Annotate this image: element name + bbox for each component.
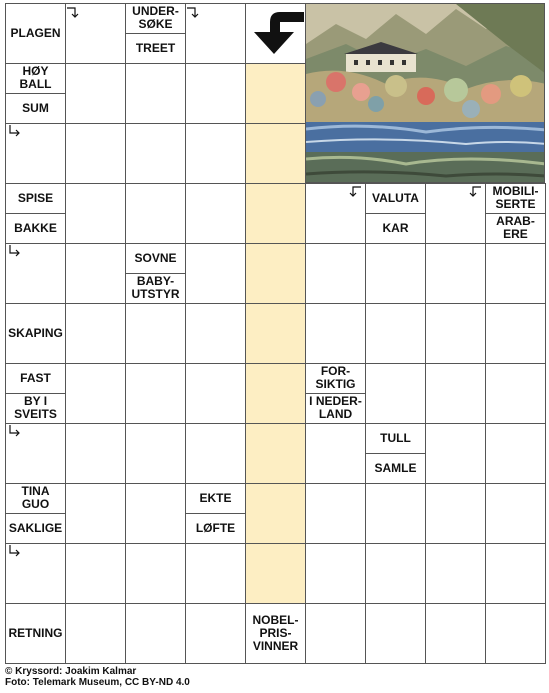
answer-cell[interactable]: [485, 603, 546, 664]
answer-cell[interactable]: [245, 243, 306, 304]
answer-cell[interactable]: [425, 363, 486, 424]
bent-arrow-icon: [8, 244, 22, 258]
clue-plagen: PLAGEN: [10, 26, 61, 40]
answer-cell[interactable]: [185, 303, 246, 364]
answer-cell[interactable]: [425, 423, 486, 484]
answer-cell[interactable]: [125, 423, 186, 484]
clue-fast: FAST: [20, 370, 51, 385]
answer-cell[interactable]: [245, 543, 306, 604]
bent-arrow-icon: [66, 6, 80, 20]
down-arrow-icon: [250, 8, 306, 58]
answer-cell[interactable]: [125, 303, 186, 364]
answer-cell[interactable]: [125, 123, 186, 184]
bent-arrow-icon: [348, 185, 362, 199]
answer-cell[interactable]: [365, 243, 426, 304]
answer-cell[interactable]: [245, 63, 306, 124]
clue-divider: [365, 453, 425, 454]
answer-cell[interactable]: [125, 543, 186, 604]
clue-nobelprisvinner: NOBEL- PRIS- VINNER: [252, 613, 299, 653]
crossword-photo: [305, 3, 545, 183]
clue-skaping: SKAPING: [8, 326, 63, 340]
answer-cell[interactable]: [245, 303, 306, 364]
bent-arrow-icon: [8, 124, 22, 138]
clue-kar: KAR: [382, 220, 409, 235]
bent-arrow-icon: [468, 185, 482, 199]
bent-arrow-icon: [186, 6, 200, 20]
answer-cell[interactable]: [485, 243, 546, 304]
clue-arabere: ARAB- ERE: [496, 214, 535, 241]
clue-sovne: SOVNE: [134, 250, 177, 265]
clue-forsiktig: FOR- SIKTIG: [315, 364, 356, 391]
answer-cell[interactable]: [305, 543, 366, 604]
answer-cell[interactable]: [65, 303, 126, 364]
answer-cell[interactable]: [65, 483, 126, 544]
clue-retning: RETNING: [8, 626, 63, 640]
credit-photo: Foto: Telemark Museum, CC BY-ND 4.0: [5, 677, 190, 688]
answer-cell[interactable]: [485, 363, 546, 424]
clue-divider: [305, 393, 365, 394]
answer-cell[interactable]: [245, 183, 306, 244]
answer-cell[interactable]: [185, 423, 246, 484]
answer-cell[interactable]: [245, 363, 306, 424]
answer-cell[interactable]: [365, 603, 426, 664]
clue-divider: [365, 213, 425, 214]
answer-cell[interactable]: [425, 243, 486, 304]
clue-hoy-ball: HØY BALL: [19, 64, 52, 91]
credit-crossword: © Kryssord: Joakim Kalmar: [5, 666, 137, 677]
clue-divider: [5, 93, 65, 94]
answer-cell[interactable]: [305, 483, 366, 544]
clue-babyutstyr: BABY- UTSTYR: [131, 274, 180, 301]
clue-samle: SAMLE: [374, 460, 417, 475]
answer-cell[interactable]: [425, 303, 486, 364]
clue-saklige: SAKLIGE: [8, 520, 63, 535]
answer-cell[interactable]: [65, 243, 126, 304]
answer-cell[interactable]: [365, 363, 426, 424]
answer-cell[interactable]: [65, 183, 126, 244]
clue-i-nederland: I NEDER- LAND: [309, 394, 362, 421]
answer-cell[interactable]: [65, 123, 126, 184]
clue-divider: [125, 33, 185, 34]
answer-cell[interactable]: [425, 483, 486, 544]
answer-cell[interactable]: [125, 63, 186, 124]
answer-cell[interactable]: [425, 543, 486, 604]
answer-cell[interactable]: [425, 603, 486, 664]
clue-lofte: LØFTE: [195, 520, 236, 535]
clue-divider: [185, 513, 245, 514]
bent-arrow-icon: [8, 424, 22, 438]
answer-cell[interactable]: [185, 183, 246, 244]
bent-arrow-icon: [8, 544, 22, 558]
clue-tina-guo: TINA GUO: [21, 484, 50, 511]
answer-cell[interactable]: [365, 543, 426, 604]
clue-spise: SPISE: [17, 190, 54, 205]
clue-divider: [485, 213, 545, 214]
answer-cell[interactable]: [245, 423, 306, 484]
answer-cell[interactable]: [185, 123, 246, 184]
clue-by-i-sveits: BY I SVEITS: [14, 394, 57, 421]
answer-cell[interactable]: [185, 63, 246, 124]
answer-cell[interactable]: [305, 603, 366, 664]
clue-bakke: BAKKE: [14, 220, 57, 235]
clue-divider: [125, 273, 185, 274]
answer-cell[interactable]: [65, 603, 126, 664]
answer-cell[interactable]: [305, 423, 366, 484]
clue-undersoke: UNDER- SØKE: [132, 4, 179, 31]
answer-cell[interactable]: [125, 483, 186, 544]
clue-divider: [5, 513, 65, 514]
answer-cell[interactable]: [305, 243, 366, 304]
answer-cell[interactable]: [305, 303, 366, 364]
answer-cell[interactable]: [485, 423, 546, 484]
clue-sum: SUM: [22, 100, 49, 115]
answer-cell[interactable]: [125, 363, 186, 424]
clue-valuta: VALUTA: [372, 190, 419, 205]
answer-cell[interactable]: [65, 423, 126, 484]
answer-cell[interactable]: [185, 543, 246, 604]
answer-cell[interactable]: [65, 543, 126, 604]
answer-cell[interactable]: [125, 183, 186, 244]
answer-cell[interactable]: [65, 63, 126, 124]
clue-divider: [5, 393, 65, 394]
answer-cell[interactable]: [185, 603, 246, 664]
answer-cell[interactable]: [185, 243, 246, 304]
answer-cell[interactable]: [125, 603, 186, 664]
answer-cell[interactable]: [485, 483, 546, 544]
answer-cell[interactable]: [485, 303, 546, 364]
answer-cell[interactable]: [185, 363, 246, 424]
clue-treet: TREET: [135, 40, 176, 55]
clue-mobiliserte: MOBILI- SERTE: [492, 184, 539, 211]
answer-cell[interactable]: [245, 123, 306, 184]
answer-cell[interactable]: [245, 483, 306, 544]
credits: [5, 666, 190, 688]
clue-ekte: EKTE: [199, 490, 232, 505]
answer-cell[interactable]: [65, 363, 126, 424]
answer-cell[interactable]: [365, 303, 426, 364]
clue-divider: [5, 213, 65, 214]
answer-cell[interactable]: [365, 483, 426, 544]
answer-cell[interactable]: [485, 543, 546, 604]
clue-tull: TULL: [380, 430, 411, 445]
painting-image: [306, 4, 545, 183]
